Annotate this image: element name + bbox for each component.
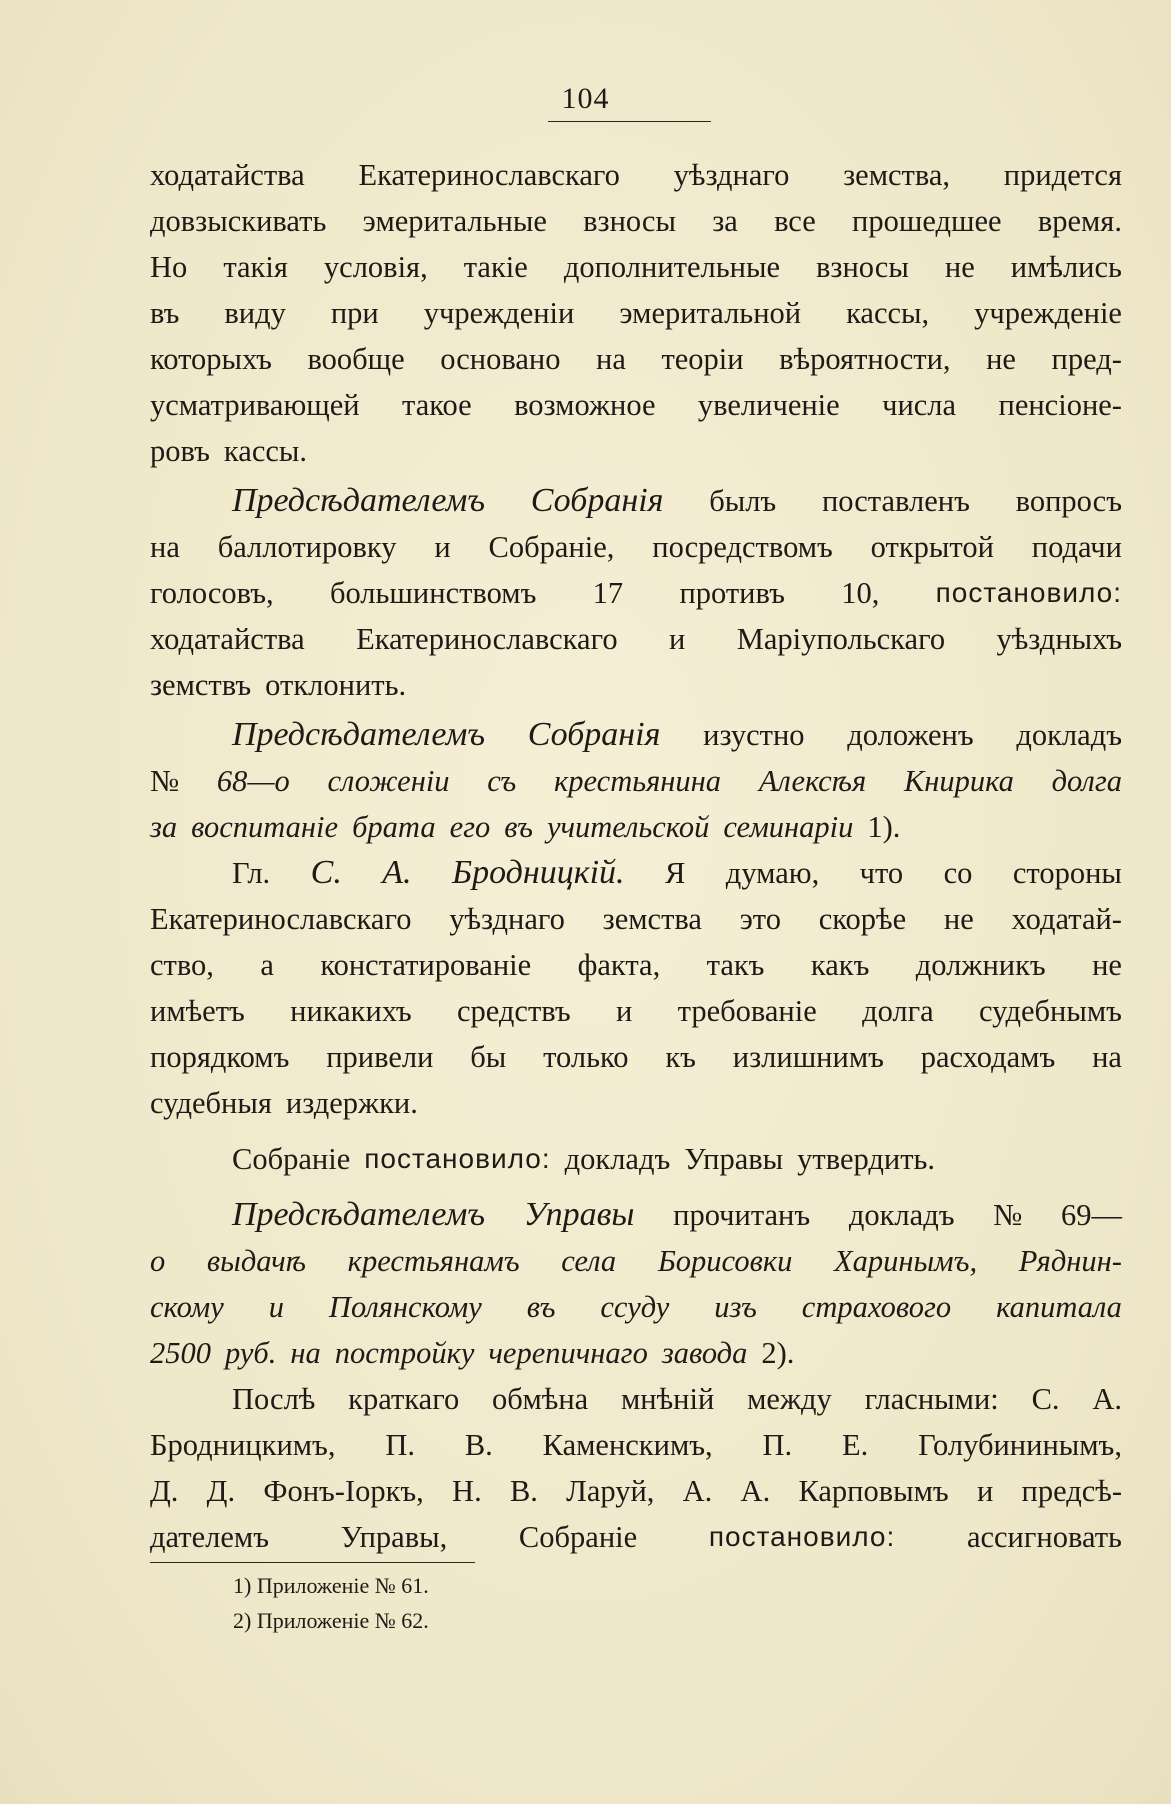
word: 69— xyxy=(1060,1198,1122,1232)
text-line xyxy=(150,428,1122,474)
word: Собраніе, xyxy=(488,530,615,564)
word: баллотировку xyxy=(217,530,397,564)
word: 2500 xyxy=(150,1336,211,1370)
text-line xyxy=(150,712,1122,758)
word: Карповымъ xyxy=(798,1474,949,1508)
word: Книрика xyxy=(903,764,1014,798)
word: за xyxy=(150,810,178,844)
text-line xyxy=(150,1136,1122,1182)
word: 10, xyxy=(841,576,880,610)
word: вопросъ xyxy=(1015,484,1122,518)
word: краткаго xyxy=(348,1382,460,1416)
page-number: 104 xyxy=(561,82,610,115)
word: противъ xyxy=(679,576,785,610)
word: докладъ xyxy=(1016,718,1122,752)
word: Д. xyxy=(206,1474,236,1508)
word: П. xyxy=(385,1428,415,1462)
text-line xyxy=(150,152,1122,198)
text-line xyxy=(150,988,1122,1034)
word: выдачѣ xyxy=(206,1244,306,1278)
word: постройку xyxy=(334,1336,475,1370)
word: пенсіоне- xyxy=(998,388,1122,422)
text-line xyxy=(150,1238,1122,1284)
word: въ xyxy=(150,296,180,330)
word: что xyxy=(859,856,904,890)
text-line xyxy=(150,896,1122,942)
word: руб. xyxy=(225,1336,277,1370)
word: не xyxy=(943,902,974,936)
text-line xyxy=(150,758,1122,804)
word: Фонъ-Іоркъ, xyxy=(263,1474,424,1508)
word: время. xyxy=(1037,204,1122,238)
word: Но xyxy=(150,250,188,284)
word: придется xyxy=(1003,158,1122,192)
word: средствъ xyxy=(456,994,571,1028)
text-line xyxy=(150,804,1122,850)
word: на xyxy=(596,342,626,376)
word: № xyxy=(150,764,180,798)
footnote-ref: 2). xyxy=(761,1336,795,1370)
text-line xyxy=(150,1080,1122,1126)
word: большинствомъ xyxy=(329,576,537,610)
word: въ xyxy=(526,1290,556,1324)
word: № xyxy=(993,1198,1023,1232)
word: Д. xyxy=(150,1474,179,1508)
word: теоріи xyxy=(661,342,744,376)
word: кассы. xyxy=(223,434,308,468)
word: ходатайства xyxy=(150,622,305,656)
word: прошедшее xyxy=(852,204,1002,238)
text-line xyxy=(150,1422,1122,1468)
word: скому xyxy=(150,1290,224,1324)
word: судебныя xyxy=(150,1086,272,1120)
word: постановило: xyxy=(935,577,1122,608)
text-line xyxy=(150,336,1122,382)
word: голосовъ, xyxy=(150,576,274,610)
word: виду xyxy=(224,296,286,330)
word: на xyxy=(290,1336,321,1370)
word: изъ xyxy=(714,1290,757,1324)
word: подачи xyxy=(1031,530,1122,564)
word: Управы, xyxy=(340,1520,448,1554)
word: страхового xyxy=(801,1290,952,1324)
text-line xyxy=(150,570,1122,616)
footnote xyxy=(233,1603,429,1638)
word: его xyxy=(449,810,491,844)
word: къ xyxy=(665,1040,696,1074)
word: Бродницкій. xyxy=(452,854,625,891)
word: эмеритальной xyxy=(619,296,802,330)
word: Алексѣя xyxy=(758,764,867,798)
word: уѣзднаго xyxy=(449,902,565,936)
word: земства, xyxy=(843,158,951,192)
word: Ларуй, xyxy=(566,1474,655,1508)
word: былъ xyxy=(709,484,777,518)
word: эмеритальные xyxy=(362,204,547,238)
word: учрежденіи xyxy=(423,296,575,330)
footnote-ref: 1). xyxy=(867,810,901,844)
word: пред- xyxy=(1051,342,1122,376)
word: учительской xyxy=(546,810,710,844)
word: открытой xyxy=(870,530,994,564)
word: которыхъ xyxy=(150,342,272,376)
word: А. xyxy=(1092,1382,1122,1416)
word: капитала xyxy=(996,1290,1122,1324)
word: о xyxy=(150,1244,166,1278)
text-line xyxy=(150,1376,1122,1422)
text-line xyxy=(150,382,1122,428)
word: доложенъ xyxy=(847,718,974,752)
word: Екатеринославскаго xyxy=(150,902,412,936)
footnote-text: Приложеніе № 61. xyxy=(256,1573,429,1598)
word: семинаріи xyxy=(723,810,854,844)
word: такъ xyxy=(706,948,765,982)
word: утвердить. xyxy=(797,1142,936,1176)
word: брата xyxy=(352,810,436,844)
word: съ xyxy=(487,764,517,798)
word: имѣетъ xyxy=(150,994,245,1028)
word: Управы xyxy=(684,1142,784,1176)
word: издержки. xyxy=(285,1086,418,1120)
word: такія xyxy=(223,250,288,284)
text-line xyxy=(150,662,1122,708)
word: ходатайства xyxy=(150,158,305,192)
word: Предсѣдателемъ xyxy=(232,1196,486,1233)
word: должникъ xyxy=(915,948,1046,982)
word: села xyxy=(561,1244,617,1278)
word: стороны xyxy=(1012,856,1122,890)
word: условія, xyxy=(323,250,428,284)
word: только xyxy=(543,1040,629,1074)
word: учрежденіе xyxy=(974,296,1122,330)
word: дополнительные xyxy=(563,250,780,284)
word: такое xyxy=(402,388,472,422)
footnotes xyxy=(233,1568,429,1638)
word: и xyxy=(268,1290,284,1324)
word: ство, xyxy=(150,948,214,982)
word: вообще xyxy=(307,342,405,376)
word: Гл. xyxy=(232,856,271,890)
word: 17 xyxy=(592,576,624,610)
word: А. xyxy=(682,1474,713,1508)
text-line xyxy=(150,1192,1122,1238)
word: факта, xyxy=(577,948,661,982)
word: Екатеринославскаго xyxy=(358,158,620,192)
word: Голубининымъ, xyxy=(918,1428,1122,1462)
word: земства xyxy=(602,902,702,936)
word: сложеніи xyxy=(327,764,450,798)
text-line xyxy=(150,1514,1122,1560)
header-rule xyxy=(548,121,711,122)
word: со xyxy=(943,856,973,890)
word: а xyxy=(260,948,274,982)
text-line xyxy=(150,290,1122,336)
word: не xyxy=(944,250,975,284)
word: С. xyxy=(1031,1382,1060,1416)
word: при xyxy=(330,296,379,330)
word: судебнымъ xyxy=(979,994,1122,1028)
word: между xyxy=(747,1382,832,1416)
word: В. xyxy=(509,1474,538,1508)
word: скорѣе xyxy=(818,902,907,936)
word: ссуду xyxy=(600,1290,670,1324)
text-line xyxy=(150,616,1122,662)
word: обмѣна xyxy=(492,1382,589,1416)
word: черепичнаго xyxy=(488,1336,648,1370)
word: предсѣ- xyxy=(1021,1474,1122,1508)
word: Собранія xyxy=(530,482,664,519)
word: за xyxy=(712,204,738,238)
word: усматривающей xyxy=(150,388,360,422)
word: посредствомъ xyxy=(652,530,833,564)
word: и xyxy=(976,1474,994,1508)
text-line xyxy=(150,1284,1122,1330)
word: имѣлись xyxy=(1010,250,1122,284)
word: ассигновать xyxy=(966,1520,1122,1554)
text-line xyxy=(150,478,1122,524)
footnote xyxy=(233,1568,429,1603)
word: Собранія xyxy=(527,716,661,753)
word: дателемъ xyxy=(150,1520,269,1554)
word: поставленъ xyxy=(821,484,970,518)
word: и xyxy=(616,994,633,1028)
word: требованіе xyxy=(677,994,817,1028)
word: гласными: xyxy=(864,1382,999,1416)
word: не xyxy=(986,342,1016,376)
word: докладъ xyxy=(564,1142,671,1176)
word: ровъ xyxy=(150,434,210,468)
word: такіе xyxy=(463,250,528,284)
word: и xyxy=(668,622,686,656)
word: числа xyxy=(882,388,957,422)
word: В. xyxy=(464,1428,493,1462)
word: П. xyxy=(762,1428,793,1462)
word: Е. xyxy=(841,1428,869,1462)
word: вѣроятности, xyxy=(779,342,951,376)
word: Собраніе xyxy=(232,1142,351,1176)
text-line xyxy=(150,850,1122,896)
word: взносы xyxy=(816,250,909,284)
word: ходатай- xyxy=(1011,902,1122,936)
word: Предсѣдателемъ xyxy=(232,482,486,519)
footnote-text: Приложеніе № 62. xyxy=(256,1608,429,1633)
word: Ряднин- xyxy=(1018,1244,1122,1278)
word: уѣздныхъ xyxy=(996,622,1122,656)
word: Каменскимъ, xyxy=(542,1428,713,1462)
word: основано xyxy=(440,342,561,376)
word: завода xyxy=(661,1336,748,1370)
word: С. xyxy=(310,854,342,891)
word: земствъ xyxy=(150,668,252,702)
word: уѣзднаго xyxy=(673,158,790,192)
word: долга xyxy=(862,994,934,1028)
footnote-marker: 1) xyxy=(233,1573,252,1598)
word: все xyxy=(774,204,816,238)
text-line xyxy=(150,198,1122,244)
word: Маріупольскаго xyxy=(736,622,946,656)
word: воспитаніе xyxy=(191,810,339,844)
text-line xyxy=(150,1468,1122,1514)
word: возможное xyxy=(514,388,656,422)
word: кассы, xyxy=(846,296,930,330)
word: Я xyxy=(665,856,686,890)
text-line xyxy=(150,524,1122,570)
text-line xyxy=(150,1034,1122,1080)
word: Управы xyxy=(523,1196,635,1233)
text-line xyxy=(150,244,1122,290)
word: Н. xyxy=(452,1474,482,1508)
word: взносы xyxy=(583,204,676,238)
word: постановило: xyxy=(364,1143,551,1174)
word: прочитанъ xyxy=(673,1198,811,1232)
word: долга xyxy=(1051,764,1122,798)
word: никакихъ xyxy=(290,994,412,1028)
word: и xyxy=(434,530,451,564)
word: докладъ xyxy=(848,1198,955,1232)
word: довзыскивать xyxy=(150,204,327,238)
word: 68—о xyxy=(216,764,290,798)
word: Бродницкимъ, xyxy=(150,1428,336,1462)
word: мнѣній xyxy=(621,1382,715,1416)
word: отклонить. xyxy=(265,668,407,702)
body-text xyxy=(150,152,1122,1560)
word: Екатеринославскаго xyxy=(356,622,618,656)
word: А. xyxy=(740,1474,771,1508)
text-line xyxy=(150,942,1122,988)
footnote-marker: 2) xyxy=(233,1608,252,1633)
word: изустно xyxy=(703,718,805,752)
word: Собраніе xyxy=(518,1520,638,1554)
word: на xyxy=(150,530,180,564)
word: бы xyxy=(470,1040,507,1074)
word: привели xyxy=(326,1040,434,1074)
word: Полянскому xyxy=(328,1290,482,1324)
word: порядкомъ xyxy=(150,1040,290,1074)
word: это xyxy=(739,902,781,936)
word: крестьянина xyxy=(554,764,722,798)
word: Послѣ xyxy=(232,1382,316,1416)
word: Предсѣдателемъ xyxy=(232,716,486,753)
word: не xyxy=(1092,948,1122,982)
word: излишнимъ xyxy=(732,1040,884,1074)
word: расходамъ xyxy=(920,1040,1056,1074)
text-line xyxy=(150,1330,1122,1376)
footnote-rule xyxy=(150,1562,475,1563)
word: какъ xyxy=(810,948,870,982)
word: увеличеніе xyxy=(697,388,840,422)
word: на xyxy=(1092,1040,1122,1074)
word: констатированіе xyxy=(320,948,532,982)
word: Харинымъ, xyxy=(834,1244,978,1278)
word: крестьянамъ xyxy=(347,1244,520,1278)
word: А. xyxy=(382,854,412,891)
word: постановило: xyxy=(708,1521,896,1552)
word: Борисовки xyxy=(657,1244,793,1278)
word: въ xyxy=(504,810,533,844)
word: думаю, xyxy=(725,856,820,890)
